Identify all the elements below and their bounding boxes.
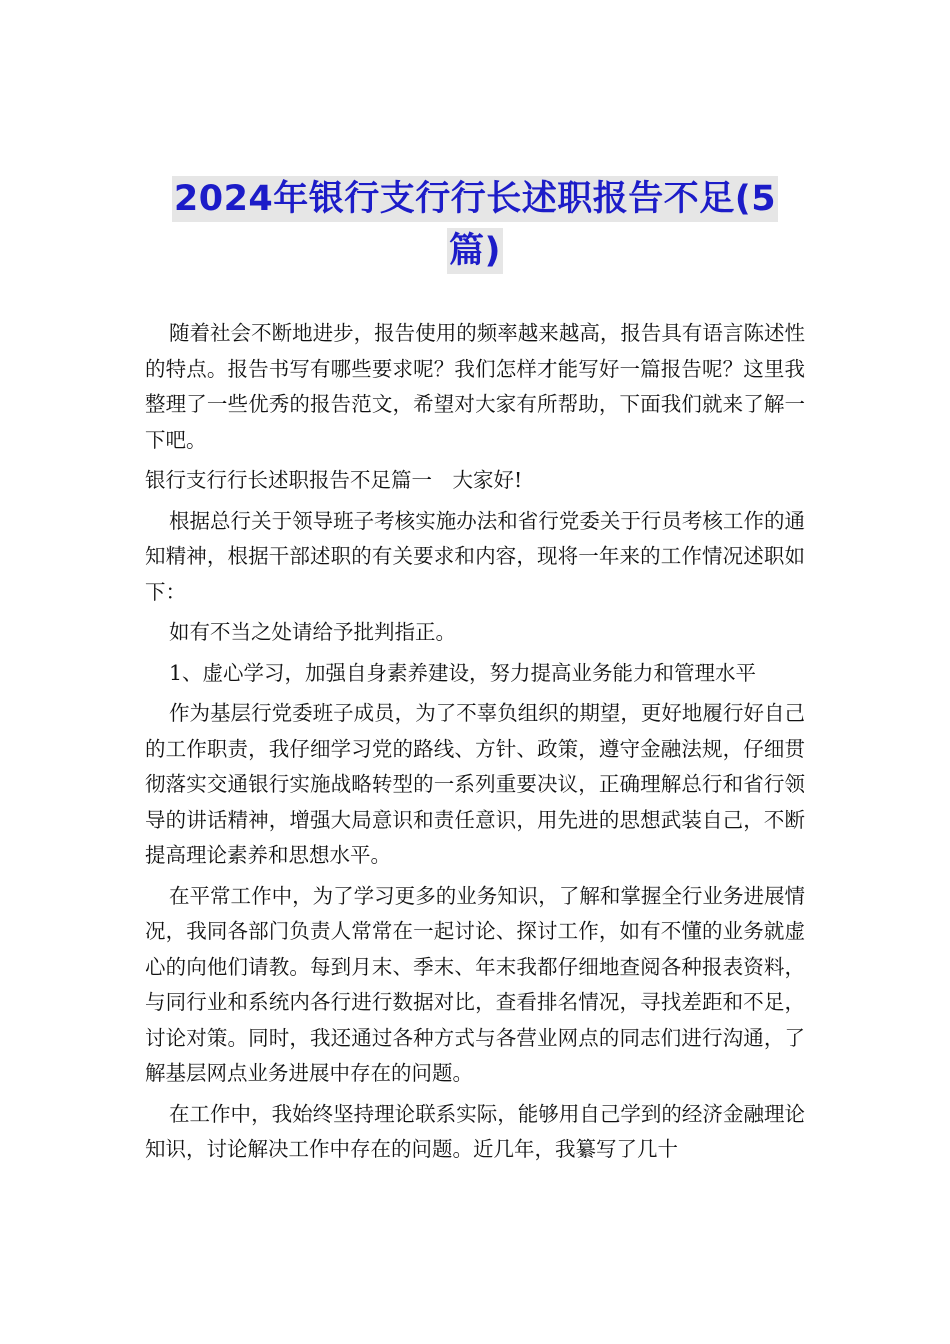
body-paragraph: 如有不当之处请给予批判指正。 <box>169 620 456 644</box>
body-paragraph: 在工作中，我始终坚持理论联系实际，能够用自己学到的经济金融理论知识，讨论解决工作中存在的问题。近几年，我纂写了几十 <box>145 1101 805 1161</box>
title-line-1: 2024年银行支行行长述职报告不足(5 <box>172 176 778 222</box>
body-paragraph: 根据总行关于领导班子考核实施办法和省行党委关于行员考核工作的通知精神，根据干部述职的有关要求和内容，现将一年来的工作情况述职如下： <box>145 508 805 604</box>
body-paragraph: 作为基层行党委班子成员，为了不辜负组织的期望，更好地履行好自己的工作职责，我仔细学习党的路线、方针、政策，遵守金融法规，仔细贯彻落实交通银行实施战略转型的一系列重要决议，正确理解总行和省行领导的讲话精神，增强大局意识和责任意识，用先进的思想武装自己，不断提高理论素养和思想水平。 <box>145 701 805 867</box>
body-paragraph: 在平常工作中，为了学习更多的业务知识，了解和掌握全行业务进展情况，我同各部门负责人常常在一起讨论、探讨工作，如有不懂的业务就虚心的向他们请教。每到月末、季末、年末我都仔细地查阅各种报表资料，与同行业和系统内各行进行数据对比，查看排名情况，寻找差距和不足，讨论对策。同时，我还通过各种方式与各营业网点的同志们进行沟通，了解基层网点业务进展中存在的问题。 <box>145 883 805 1085</box>
document-body <box>145 316 805 1168</box>
list-item-heading: 1、虚心学习，加强自身素养建设，努力提高业务能力和管理水平 <box>169 660 757 685</box>
intro-paragraph: 随着社会不断地进步，报告使用的频率越来越高，报告具有语言陈述性的特点。报告书写有哪些要求呢？我们怎样才能写好一篇报告呢？这里我整理了一些优秀的报告范文，希望对大家有所帮助，下面我们就来了解一下吧。 <box>145 321 805 452</box>
title-line-2: 篇) <box>447 228 503 274</box>
document-title <box>145 176 805 274</box>
section-heading-1: 银行支行行长述职报告不足篇一 大家好! <box>145 468 523 492</box>
